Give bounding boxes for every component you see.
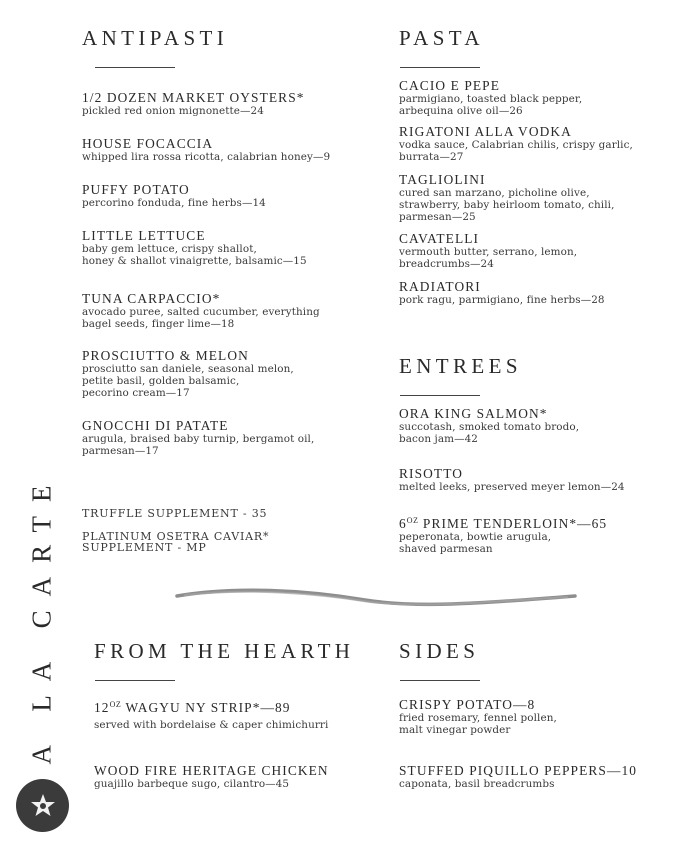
item-name: GNOCCHI DI PATATE [82, 418, 229, 433]
menu-item [82, 292, 367, 330]
item-name-rest: WAGYU NY STRIP*—89 [121, 700, 291, 715]
item-name [399, 514, 689, 531]
item-description: peperonata, bowtie arugula, shaved parmesan [399, 531, 552, 555]
menu-item [82, 91, 367, 117]
item-description: caponata, basil breadcrumbs [399, 778, 555, 790]
menu-item [82, 183, 367, 209]
item-description: whipped lira rossa ricotta, calabrian honey—9 [82, 151, 331, 163]
menu-item [399, 407, 689, 445]
item-name-prefix: 12 [94, 700, 110, 715]
item-description: cured san marzano, picholine olive, strawberry, baby heirloom tomato, chili, parmesan—25 [399, 187, 615, 223]
item-description: vermouth butter, serrano, lemon, breadcrumbs—24 [399, 246, 578, 270]
item-name: HOUSE FOCACCIA [82, 136, 214, 151]
item-name: LITTLE LETTUCE [82, 228, 206, 243]
antipasti-heading: ANTIPASTI [82, 26, 229, 50]
item-description: guajillo barbeque sugo, cilantro—45 [94, 778, 290, 790]
item-description: baby gem lettuce, crispy shallot, honey & shallot vinaigrette, balsamic—15 [82, 243, 307, 267]
brush-stroke-divider [175, 584, 577, 610]
star-emblem-icon [28, 791, 58, 821]
item-name: CRISPY POTATO—8 [399, 697, 536, 712]
entrees-underline [400, 395, 480, 396]
menu-item [94, 698, 384, 731]
item-name: ORA KING SALMON* [399, 406, 548, 421]
menu-item [82, 229, 367, 267]
a-la-carte-vertical-title: A LA CARTE [26, 471, 57, 765]
brand-seal-icon [16, 779, 69, 832]
menu-item [399, 125, 689, 163]
sides-heading: SIDES [399, 639, 480, 663]
item-description: vodka sauce, Calabrian chilis, crispy garlic, burrata—27 [399, 139, 633, 163]
item-description: fried rosemary, fennel pollen, malt vinegar powder [399, 712, 557, 736]
caviar-supplement: PLATINUM OSETRA CAVIAR* SUPPLEMENT - MP [82, 530, 270, 554]
item-name: TUNA CARPACCIO* [82, 291, 221, 306]
menu-item [94, 764, 384, 790]
item-name: RIGATONI ALLA VODKA [399, 124, 572, 139]
pasta-underline [400, 67, 480, 68]
menu-item [82, 419, 367, 457]
item-description: percorino fonduda, fine herbs—14 [82, 197, 266, 209]
menu-item [399, 232, 689, 270]
item-name: PUFFY POTATO [82, 182, 190, 197]
item-name [94, 698, 384, 715]
item-name-unit: OZ [406, 516, 419, 525]
menu-item [82, 349, 367, 399]
item-description: prosciutto san daniele, seasonal melon, petite basil, golden balsamic, pecorino cream—17 [82, 363, 294, 399]
item-description: avocado puree, salted cucumber, everything bagel seeds, finger lime—18 [82, 306, 320, 330]
item-description: succotash, smoked tomato brodo, bacon jam—42 [399, 421, 580, 445]
menu-item [399, 280, 689, 306]
item-description: parmigiano, toasted black pepper, arbequina olive oil—26 [399, 93, 583, 117]
hearth-heading: FROM THE HEARTH [94, 639, 355, 663]
pasta-heading: PASTA [399, 26, 484, 50]
item-description: pickled red onion mignonette—24 [82, 105, 264, 117]
item-name: WOOD FIRE HERITAGE CHICKEN [94, 763, 329, 778]
menu-item [399, 514, 689, 555]
item-name: STUFFED PIQUILLO PEPPERS—10 [399, 763, 638, 778]
item-name-prefix: 6 [399, 516, 407, 531]
antipasti-underline [95, 67, 175, 68]
menu-item [399, 698, 689, 736]
item-name: RISOTTO [399, 466, 463, 481]
menu-item [399, 764, 689, 790]
item-description: melted leeks, preserved meyer lemon—24 [399, 481, 625, 493]
hearth-underline [95, 680, 175, 681]
sides-underline [400, 680, 480, 681]
item-name-rest: PRIME TENDERLOIN*—65 [418, 516, 608, 531]
menu-item [399, 467, 689, 493]
item-name: CACIO E PEPE [399, 78, 500, 93]
menu-item [399, 79, 689, 117]
item-description: served with bordelaise & caper chimichurri [94, 719, 329, 731]
item-name: RADIATORI [399, 279, 481, 294]
item-name: 1/2 DOZEN MARKET OYSTERS* [82, 90, 305, 105]
item-name-unit: OZ [109, 700, 122, 709]
entrees-heading: ENTREES [399, 354, 522, 378]
truffle-supplement: TRUFFLE SUPPLEMENT - 35 [82, 507, 268, 520]
menu-item [82, 137, 367, 163]
item-name: CAVATELLI [399, 231, 480, 246]
item-name: TAGLIOLINI [399, 172, 486, 187]
item-description: arugula, braised baby turnip, bergamot oil, parmesan—17 [82, 433, 315, 457]
menu-item [399, 173, 689, 223]
item-name: PROSCIUTTO & MELON [82, 348, 249, 363]
item-description: pork ragu, parmigiano, fine herbs—28 [399, 294, 605, 306]
